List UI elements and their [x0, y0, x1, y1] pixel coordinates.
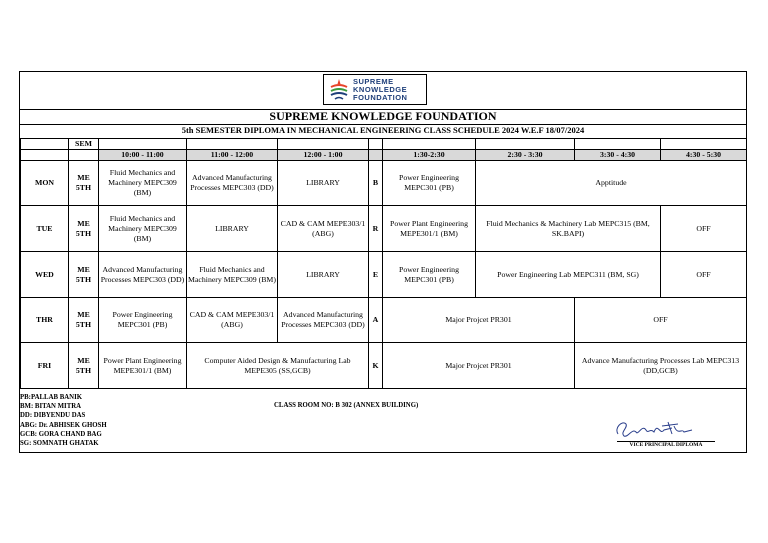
class-cell: Apptitude: [476, 161, 747, 206]
spacer: [99, 139, 187, 150]
faculty-legend: [20, 393, 107, 448]
legend-item: PB:PALLAB BANIK: [20, 394, 82, 401]
spacer: [661, 139, 747, 150]
time-slot: 2:30 - 3:30: [476, 150, 575, 161]
class-cell: Power Engineering MEPC301 (PB): [383, 161, 476, 206]
day-cell: WED: [21, 252, 69, 298]
time-row: [21, 150, 747, 161]
row-thr: [21, 298, 747, 343]
class-cell: Power Engineering MEPC301 (PB): [383, 252, 476, 298]
logo-text: [353, 78, 407, 102]
class-cell: LIBRARY: [187, 206, 278, 252]
legend-item: BM: BITAN MITRA: [20, 403, 82, 411]
institute-title: SUPREME KNOWLEDGE FOUNDATION: [269, 109, 497, 123]
class-cell: Fluid Mechanics & Machinery Lab MEPC315 (BM, SK.BAPI): [476, 206, 661, 252]
sem-cell: ME 5TH: [69, 343, 99, 389]
class-cell: Advanced Manufacturing Processes MEPC303 (DD): [278, 298, 369, 343]
class-cell: Power Engineering Lab MEPC311 (BM, SG): [476, 252, 661, 298]
time-slot: 10:00 - 11:00: [99, 150, 187, 161]
legend-item: SG: SOMNATH GHATAK: [20, 440, 99, 448]
class-cell: CAD & CAM MEPE303/1 (ABG): [187, 298, 278, 343]
spacer: [278, 139, 369, 150]
class-cell: OFF: [661, 252, 747, 298]
time-slot: 3:30 - 4:30: [575, 150, 661, 161]
row-wed: [21, 252, 747, 298]
schedule-subtitle: 5th SEMESTER DIPLOMA IN MECHANICAL ENGINEERING CLASS SCHEDULE 2024 W.E.F 18/07/2024: [181, 125, 585, 135]
sem-cell: ME 5TH: [69, 206, 99, 252]
class-cell: Fluid Mechanics and Machinery MEPC309 (BM): [99, 161, 187, 206]
signature-image: [612, 414, 712, 440]
day-cell: FRI: [21, 343, 69, 389]
class-cell: LIBRARY: [278, 252, 369, 298]
break-cell: K: [369, 343, 383, 389]
day-cell: MON: [21, 161, 69, 206]
day-cell: THR: [21, 298, 69, 343]
break-header: [369, 150, 383, 161]
class-cell: Power Plant Engineering MEPE301/1 (BM): [99, 343, 187, 389]
spacer: [575, 139, 661, 150]
time-slot: 4:30 - 5:30: [661, 150, 747, 161]
day-header: [21, 139, 69, 150]
class-cell: OFF: [575, 298, 747, 343]
header-row: [21, 139, 747, 150]
logo: [323, 74, 427, 105]
classroom-info: CLASS ROOM NO: B 302 (ANNEX BUILDING): [274, 402, 419, 409]
sem-cell: ME 5TH: [69, 161, 99, 206]
legend-item: ABG: Dr. ABHISEK GHOSH: [20, 421, 107, 429]
break-cell: E: [369, 252, 383, 298]
spacer: [187, 139, 278, 150]
class-cell: Computer Aided Design & Manufacturing Lab MEPE305 (SS,GCB): [187, 343, 369, 389]
class-cell: OFF: [661, 206, 747, 252]
logo-line-3: FOUNDATION: [353, 92, 408, 102]
sem-cell: ME 5TH: [69, 298, 99, 343]
logo-mark-icon: [328, 77, 350, 102]
time-slot: 11:00 - 12:00: [187, 150, 278, 161]
row-mon: [21, 161, 747, 206]
sem-header: SEM: [69, 139, 99, 150]
class-cell: Power Engineering MEPC301 (PB): [99, 298, 187, 343]
class-cell: Major Projcet PR301: [383, 343, 575, 389]
class-cell: CAD & CAM MEPE303/1 (ABG): [278, 206, 369, 252]
row-tue: [21, 206, 747, 252]
row-fri: [21, 343, 747, 389]
time-blank: [21, 150, 69, 161]
class-cell: Fluid Mechanics and Machinery MEPC309 (BM): [187, 252, 278, 298]
class-cell: Advance Manufacturing Processes Lab MEPC313 (DD,GCB): [575, 343, 747, 389]
spacer: [476, 139, 575, 150]
logo-line-1: SUPREME: [353, 76, 394, 86]
signatory-title: VICE PRINCIPAL DIPLOMA: [629, 442, 703, 448]
class-cell: Major Projcet PR301: [383, 298, 575, 343]
break-cell: R: [369, 206, 383, 252]
time-slot: 12:00 - 1:00: [278, 150, 369, 161]
break-cell: A: [369, 298, 383, 343]
class-cell: Advanced Manufacturing Processes MEPC303 (DD): [99, 252, 187, 298]
logo-line-2: KNOWLEDGE: [353, 84, 408, 94]
class-cell: Power Plant Engineering MEPE301/1 (BM): [383, 206, 476, 252]
legend-item: DD: DIBYENDU DAS: [20, 412, 86, 420]
class-cell: LIBRARY: [278, 161, 369, 206]
spacer: [369, 139, 383, 150]
spacer: [383, 139, 476, 150]
day-cell: TUE: [21, 206, 69, 252]
time-slot: 1:30-2:30: [383, 150, 476, 161]
class-cell: Fluid Mechanics and Machinery MEPC309 (BM): [99, 206, 187, 252]
break-cell: B: [369, 161, 383, 206]
sem-cell: ME 5TH: [69, 252, 99, 298]
class-cell: Advanced Manufacturing Processes MEPC303 (DD): [187, 161, 278, 206]
legend-item: GCB: GORA CHAND BAG: [20, 430, 102, 438]
time-blank: [69, 150, 99, 161]
timetable: [20, 138, 747, 389]
